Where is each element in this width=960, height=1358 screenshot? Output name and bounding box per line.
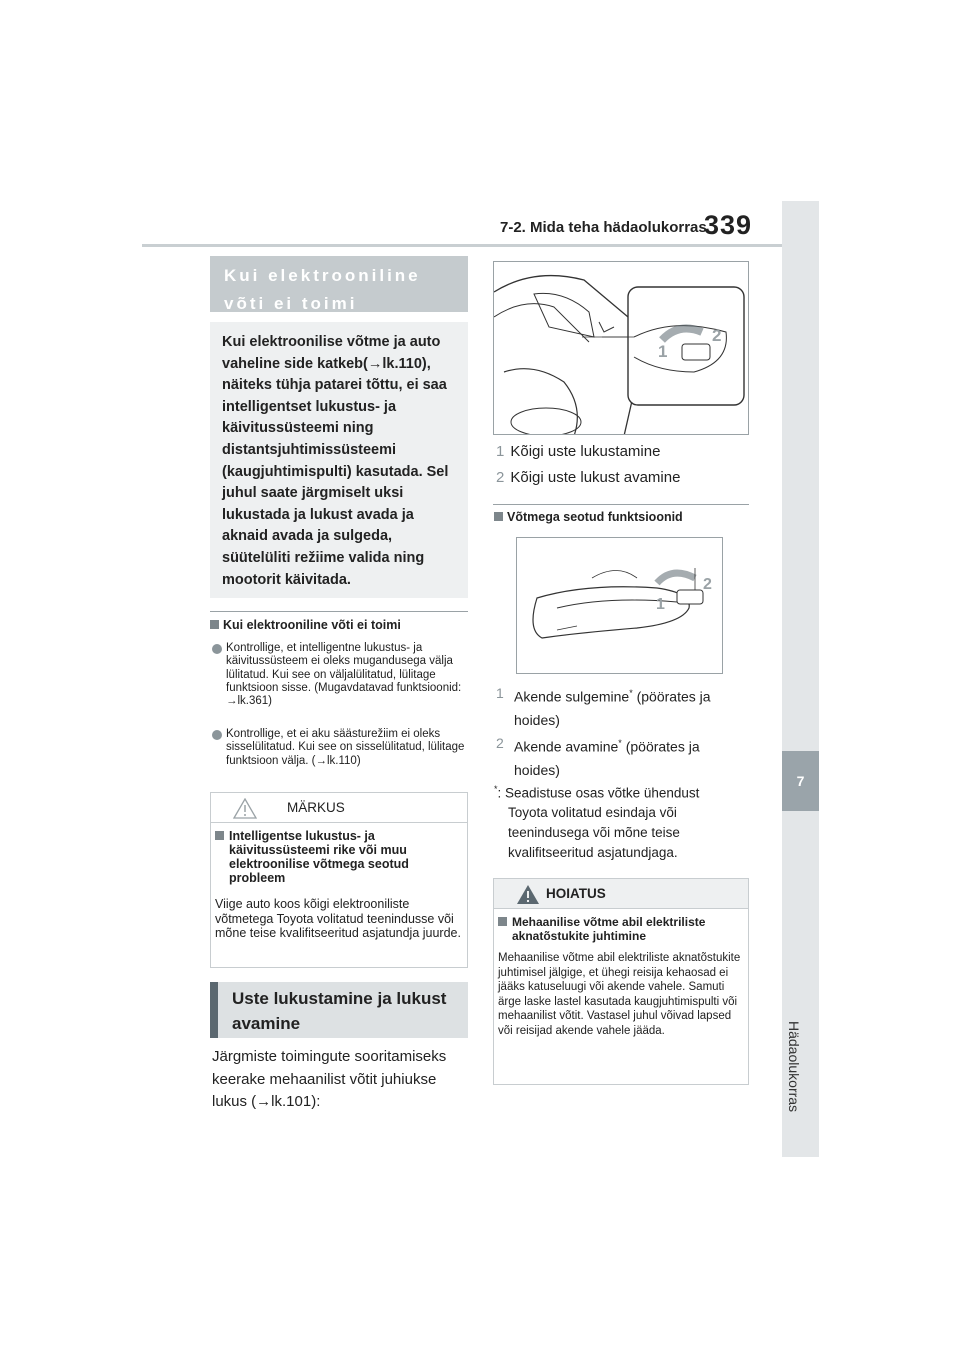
door-handle-illustration [517, 538, 723, 674]
warning-triangle-icon [233, 798, 257, 819]
figure-door-handle-key [516, 537, 723, 674]
notice-title: MÄRKUS [287, 800, 345, 815]
warning-triangle-icon [516, 884, 540, 905]
square-bullet-icon [494, 512, 503, 521]
list-item: 2 Akende avamine* (pöörates ja hoides) [496, 735, 700, 778]
warning-text: Mehaanilise võtme abil elektriliste aknatõstukite juhtimisel jälgige, et ühegi reisija kehaosad ei jääks katuseluugi või akende vahele. Samuti ärge laske lastel kasutada kaugjuhtimispulti või mehaanilist võtit. Vastasel juhul võivad lapsed või reisijad akende vahele jääda. [498, 952, 741, 1037]
subheading-key-functions: Võtmega seotud funktsioonid [494, 510, 683, 524]
heading-electronic-key-fails: Kui elektrooniline võti ei toimi [210, 256, 468, 312]
page-number: 339 [704, 210, 753, 240]
warning-title: HOIATUS [546, 886, 606, 901]
divider [210, 611, 468, 612]
figure-label: 2 [703, 576, 712, 593]
heading-locking-unlocking: Uste lukustamine ja lukust avamine [210, 982, 468, 1038]
subheading-key-fails: Kui elektrooniline võti ei toimi [210, 618, 401, 632]
warning-header [494, 879, 748, 909]
figure-label: 1 [656, 596, 665, 613]
circle-bullet-icon [212, 730, 222, 740]
list-item: 1 Akende sulgemine* (pöörates ja hoides) [496, 685, 711, 728]
list-item: 1 Kõigi uste lukustamine [496, 443, 661, 460]
notice-header [211, 793, 467, 823]
figure-label: 2 [712, 326, 722, 345]
divider [493, 504, 749, 505]
square-bullet-icon [498, 917, 507, 926]
header-divider [142, 244, 782, 247]
car-door-illustration [494, 262, 749, 435]
notice-text: Viige auto koos kõigi elektrooniliste võtmetega Toyota volitatud teenindusse või mõne teise kvalifitseeritud asjatundja juurde. [215, 897, 461, 941]
bullet-item: Kontrollige, et ei aku säästurežiim ei oleks sisselülitatud. Kui see on sisselülitatud, lülitage funktsioon välja. (→lk.110) [212, 728, 470, 768]
footnote: *: Seadistuse osas võtke ühendust Toyota volitatud esindaja või teenindusega või mõne teise kvalifitseeritud asjatundjaga. [494, 784, 700, 860]
warning-box [493, 878, 749, 1085]
circle-bullet-icon [212, 644, 222, 654]
chapter-name: Hädaolukorras [786, 1021, 802, 1113]
square-bullet-icon [215, 831, 224, 840]
intro-box: Kui elektroonilise võtme ja auto vaheline side katkeb(→lk.110), näiteks tühja patarei tõttu, ei saa intelligentset lukustus- ja käivitussüsteemi ning distantsjuhtimissüsteemi (kaugjuhtimispulti) kasutada. Sel juhul saate järgmiselt uksi lukustada ja lukust avada ja aknaid avada ja sulgeda, süütelüliti režiime valida ning mootorit käivitada. [210, 322, 468, 598]
body-text: Järgmiste toimingute sooritamiseks keerake mehaanilist võtit juhiukse lukus (→lk.101): [212, 1048, 447, 1110]
notice-box [210, 792, 468, 968]
section-title: 7-2. Mida teha hädaolukorras [500, 219, 707, 236]
square-bullet-icon [210, 620, 219, 629]
figure-driver-door-lock [493, 261, 749, 435]
list-item: 2 Kõigi uste lukust avamine [496, 469, 681, 486]
notice-subheading: Intelligentse lukustus- ja käivitussüsteemi rike või muu elektroonilise võtmega seotud probleem [215, 829, 463, 885]
figure-label: 1 [658, 342, 668, 361]
warning-subheading: Mehaanilise võtme abil elektriliste aknatõstukite juhtimine [498, 915, 744, 943]
bullet-item: Kontrollige, et intelligentne lukustus- ja käivitussüsteem ei oleks mugandusega välja lülitatud. Kui see on väljalülitatud, lülitage funktsioon sisse. (Mugavdatavad funktsioonid: →lk.361) [212, 642, 470, 708]
chapter-number: 7 [782, 751, 819, 811]
chapter-side-tab [782, 201, 819, 1157]
